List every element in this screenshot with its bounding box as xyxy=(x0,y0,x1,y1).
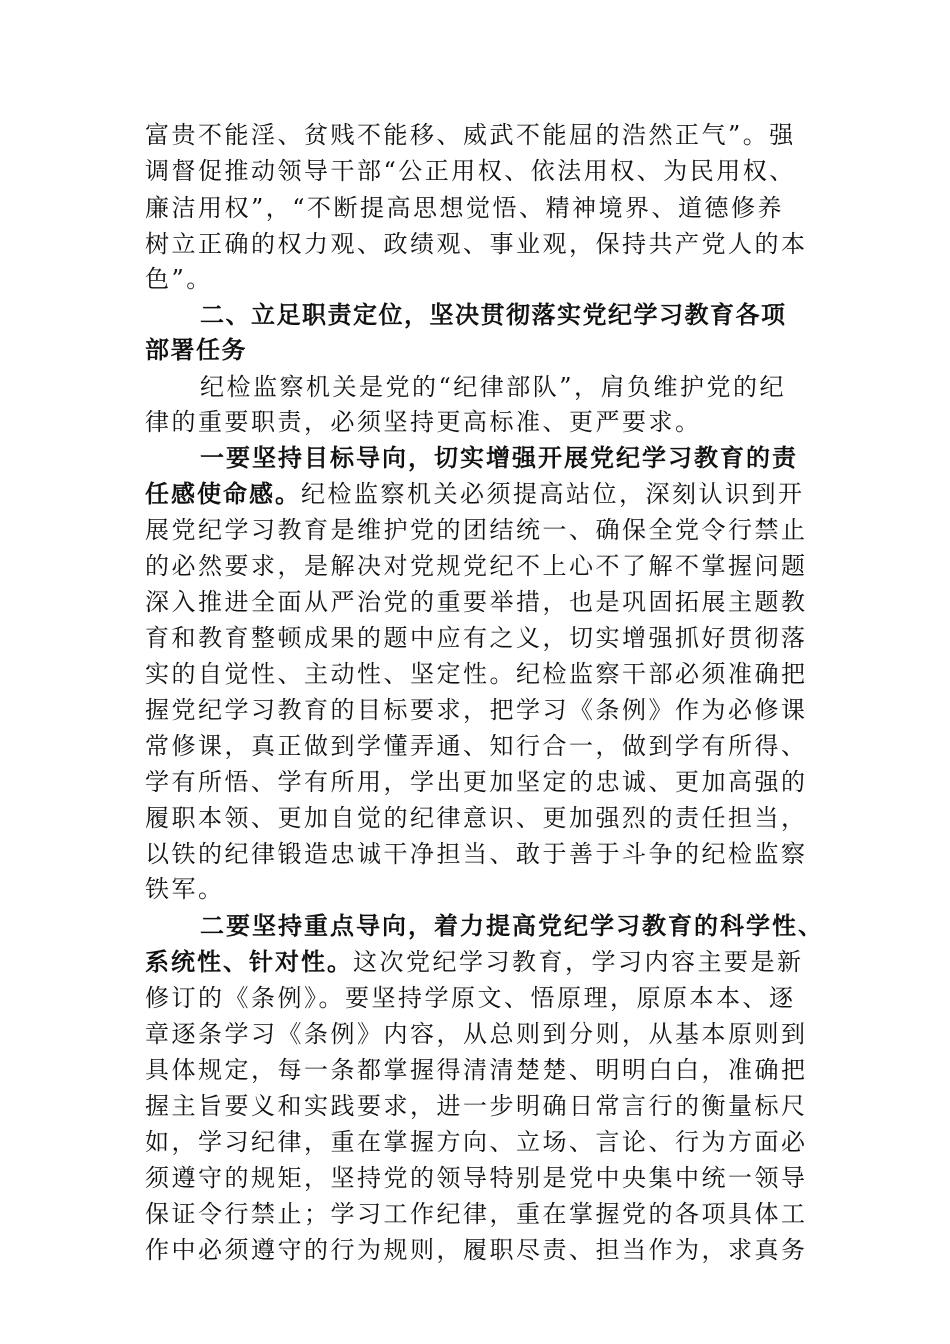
text-line: 调督促推动领导干部“公正用权、依法用权、为民用权、 xyxy=(145,157,796,185)
text-line: 握党纪学习教育的目标要求，把学习《条例》作为必修课 xyxy=(145,696,808,724)
point-heading: 一要坚持目标导向，切实增强开展党纪学习教育的责 xyxy=(200,443,798,472)
text-line: 常修课，真正做到学懂弄通、知行合一，做到学有所得、 xyxy=(145,732,808,760)
text-line: 以铁的纪律锻造忠诚干净担当、敢于善于斗争的纪检监察 xyxy=(145,840,808,868)
text-line: 须遵守的规矩，坚持党的领导特别是党中央集中统一领导 xyxy=(145,1164,808,1192)
text-run: 纪检监察机关必须提高站位，深刻认识到开 xyxy=(301,480,805,508)
text-line: 实的自觉性、主动性、坚定性。纪检监察干部必须准确把 xyxy=(145,660,808,688)
text-line: 纪检监察机关是党的“纪律部队”，肩负维护党的纪 xyxy=(200,373,787,401)
text-line: 育和教育整顿成果的题中应有之义，切实增强抓好贯彻落 xyxy=(145,624,808,652)
text-line: 章逐条学习《条例》内容，从总则到分则，从基本原则到 xyxy=(145,1020,808,1048)
point-heading-continuation: 系统性、针对性。 xyxy=(145,947,353,976)
text-line: 保证令行禁止；学习工作纪律，重在掌握党的各项具体工 xyxy=(145,1200,808,1228)
text-line: 树立正确的权力观、政绩观、事业观，保持共产党人的本 xyxy=(145,230,808,258)
text-line: 铁军。 xyxy=(145,875,225,903)
text-line: 具体规定，每一条都掌握得清清楚楚、明明白白，准确把 xyxy=(145,1056,808,1084)
text-line: 廉洁用权”，“不断提高思想觉悟、精神境界、道德修养 xyxy=(145,194,785,222)
text-line: 握主旨要义和实践要求，进一步明确日常言行的衡量标尺 xyxy=(145,1092,808,1120)
section-heading: 二、立足职责定位，坚决贯彻落实党纪学习教育各项 xyxy=(200,301,787,329)
text-line: 展党纪学习教育是维护党的团结统一、确保全党令行禁止 xyxy=(145,516,808,544)
section-heading-continuation: 部署任务 xyxy=(145,336,247,364)
text-line: 履职本领、更加自觉的纪律意识、更加强烈的责任担当， xyxy=(145,804,808,832)
text-line: 色”。 xyxy=(145,265,213,293)
point-heading: 二要坚持重点导向，着力提高党纪学习教育的科学性、 xyxy=(200,911,824,940)
text-line xyxy=(145,942,825,982)
text-line xyxy=(145,474,825,514)
text-line: 学有所悟、学有所用，学出更加坚定的忠诚、更加高强的 xyxy=(145,768,808,796)
text-line: 深入推进全面从严治党的重要举措，也是巩固拓展主题教 xyxy=(145,588,808,616)
text-run: 这次党纪学习教育，学习内容主要是新 xyxy=(353,948,804,976)
text-line: 修订的《条例》。要坚持学原文、悟原理，原原本本、逐 xyxy=(145,984,796,1012)
point-heading-continuation: 任感使命感。 xyxy=(145,479,301,508)
text-line: 的必然要求，是解决对党规党纪不上心不了解不掌握问题 xyxy=(145,552,808,580)
text-line: 如，学习纪律，重在掌握方向、立场、言论、行为方面必 xyxy=(145,1128,808,1156)
text-line: 富贵不能淫、贫贱不能移、威武不能屈的浩然正气”。强 xyxy=(145,121,796,149)
text-line: 律的重要职责，必须坚持更高标准、更严要求。 xyxy=(145,408,702,436)
text-line: 作中必须遵守的行为规则，履职尽责、担当作为，求真务 xyxy=(145,1236,808,1264)
